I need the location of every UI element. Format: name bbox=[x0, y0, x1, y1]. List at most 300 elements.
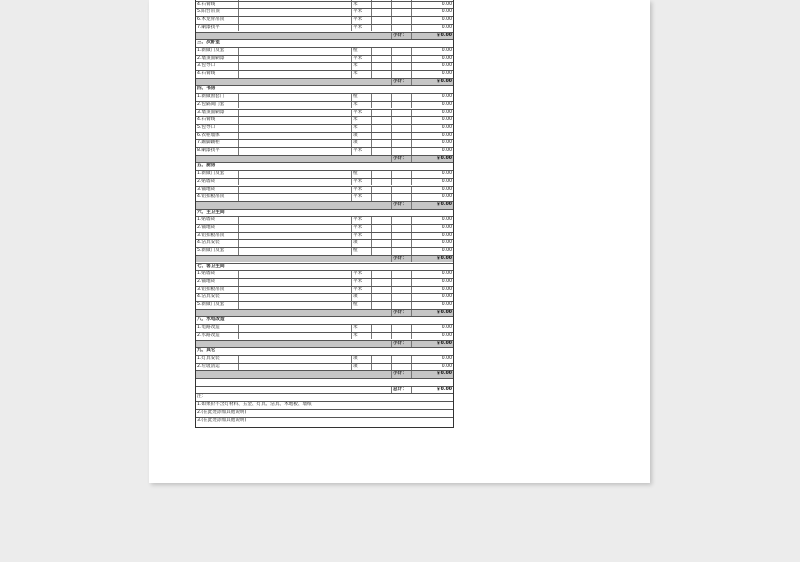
item-unit: 平米 bbox=[351, 9, 371, 16]
table-row bbox=[196, 239, 453, 247]
item-spec bbox=[238, 302, 351, 309]
blank-row bbox=[196, 378, 453, 386]
item-name: 3.包导口 bbox=[197, 63, 216, 69]
subtotal-row bbox=[196, 255, 453, 263]
subtotal-amount-value: ￥0.00 bbox=[436, 155, 452, 161]
item-spec bbox=[238, 71, 351, 78]
item-spec bbox=[238, 248, 351, 255]
item-spec bbox=[238, 364, 351, 371]
subtotal-amount bbox=[411, 371, 453, 378]
total-amount bbox=[411, 387, 453, 394]
item-amount bbox=[411, 171, 453, 178]
item-quantity bbox=[371, 48, 391, 55]
item-amount-value: 0.00 bbox=[441, 271, 452, 277]
item-price bbox=[391, 48, 411, 55]
table-row bbox=[196, 101, 453, 109]
item-price bbox=[391, 187, 411, 194]
section-title-row bbox=[196, 162, 453, 170]
item-price bbox=[391, 17, 411, 24]
table-row bbox=[196, 224, 453, 232]
note-row bbox=[196, 401, 453, 409]
item-name: 8.刷漆找平 bbox=[197, 148, 220, 153]
item-spec bbox=[238, 117, 351, 124]
item-quantity bbox=[371, 94, 391, 101]
item-amount-value: 0.00 bbox=[441, 325, 452, 331]
item-name: 1.新做窗套门 bbox=[197, 94, 225, 100]
item-quantity bbox=[371, 148, 391, 155]
subtotal-amount-value: ￥0.00 bbox=[436, 340, 452, 346]
table-row bbox=[196, 324, 453, 332]
item-unit: 米 bbox=[351, 102, 371, 109]
item-name: 2.铺地砖 bbox=[197, 225, 216, 230]
table-row bbox=[196, 132, 453, 140]
subtotal-amount bbox=[411, 341, 453, 348]
item-quantity bbox=[371, 125, 391, 132]
item-quantity bbox=[371, 140, 391, 147]
item-price bbox=[391, 294, 411, 301]
total-label: 总计： bbox=[391, 387, 411, 394]
item-unit: 平米 bbox=[351, 217, 371, 224]
notes-title-row bbox=[196, 393, 453, 401]
item-price bbox=[391, 171, 411, 178]
item-amount-value: 0.00 bbox=[441, 194, 452, 200]
item-unit: 米 bbox=[351, 333, 371, 340]
item-price bbox=[391, 94, 411, 101]
item-amount-value: 0.00 bbox=[441, 71, 452, 76]
item-quantity bbox=[371, 2, 391, 9]
item-quantity bbox=[371, 117, 391, 124]
item-unit: 项 bbox=[351, 240, 371, 247]
table-row bbox=[196, 286, 453, 294]
item-spec bbox=[238, 333, 351, 340]
subtotal-label: 小计： bbox=[391, 341, 411, 348]
item-unit: 平米 bbox=[351, 56, 371, 63]
item-name: 4.铝扣板吊顶 bbox=[197, 194, 225, 200]
item-quantity bbox=[371, 271, 391, 278]
item-amount bbox=[411, 56, 453, 63]
item-amount bbox=[411, 233, 453, 240]
item-spec bbox=[238, 179, 351, 186]
table-row bbox=[196, 270, 453, 278]
item-name: 6.木龙骨吊顶 bbox=[197, 17, 225, 23]
item-amount-value: 0.00 bbox=[441, 24, 452, 30]
section-title: 三、次卧室 bbox=[197, 40, 220, 46]
table-row bbox=[196, 147, 453, 155]
subtotal-amount bbox=[411, 156, 453, 163]
item-price bbox=[391, 148, 411, 155]
item-quantity bbox=[371, 302, 391, 309]
subtotal-row bbox=[196, 309, 453, 317]
item-price bbox=[391, 194, 411, 201]
item-quantity bbox=[371, 294, 391, 301]
item-spec bbox=[238, 2, 351, 9]
item-unit: 米 bbox=[351, 325, 371, 332]
item-amount-value: 0.00 bbox=[441, 186, 452, 192]
item-spec bbox=[238, 171, 351, 178]
item-name: 1.电路改造 bbox=[197, 325, 220, 331]
item-name: 4.洁具安装 bbox=[197, 240, 220, 246]
item-unit: 樘 bbox=[351, 48, 371, 55]
item-amount bbox=[411, 71, 453, 78]
item-amount-value: 0.00 bbox=[441, 17, 452, 23]
item-quantity bbox=[371, 356, 391, 363]
item-quantity bbox=[371, 233, 391, 240]
item-spec bbox=[238, 110, 351, 117]
item-price bbox=[391, 133, 411, 140]
item-spec bbox=[238, 63, 351, 70]
section-title-row bbox=[196, 263, 453, 271]
item-amount-value: 0.00 bbox=[441, 232, 452, 238]
item-unit: 米 bbox=[351, 117, 371, 124]
note-text: 2.(在此处添加其他说明) bbox=[197, 409, 247, 415]
item-name: 1.贴墙砖 bbox=[197, 271, 216, 277]
item-price bbox=[391, 140, 411, 147]
item-quantity bbox=[371, 187, 391, 194]
item-spec bbox=[238, 294, 351, 301]
item-price bbox=[391, 63, 411, 70]
note-row bbox=[196, 409, 453, 417]
item-amount-value: 0.00 bbox=[441, 9, 452, 15]
item-quantity bbox=[371, 110, 391, 117]
item-amount bbox=[411, 271, 453, 278]
item-unit: 平米 bbox=[351, 110, 371, 117]
note-text: 3.(在此处添加其他说明) bbox=[197, 417, 247, 423]
item-name: 3.铝扣板吊顶 bbox=[197, 286, 225, 292]
item-unit: 项 bbox=[351, 133, 371, 140]
item-amount-value: 0.00 bbox=[441, 355, 452, 361]
item-quantity bbox=[371, 71, 391, 78]
item-amount bbox=[411, 194, 453, 201]
item-quantity bbox=[371, 171, 391, 178]
item-quantity bbox=[371, 9, 391, 16]
item-quantity bbox=[371, 333, 391, 340]
item-unit: 平米 bbox=[351, 187, 371, 194]
item-unit: 平米 bbox=[351, 233, 371, 240]
subtotal-row bbox=[196, 340, 453, 348]
subtotal-amount-value: ￥0.00 bbox=[436, 371, 452, 377]
item-price bbox=[391, 356, 411, 363]
item-name: 5.包导口 bbox=[197, 124, 216, 130]
item-name: 7.踢脚踢柜 bbox=[197, 140, 220, 146]
note-row bbox=[196, 417, 453, 425]
subtotal-label: 小计： bbox=[391, 156, 411, 163]
item-unit: 平米 bbox=[351, 194, 371, 201]
item-name: 6.衣柜墙体 bbox=[197, 132, 220, 138]
item-name: 1.贴墙砖 bbox=[197, 217, 216, 223]
item-amount-value: 0.00 bbox=[441, 294, 452, 300]
note-text: 1.如果价不含灯材料、五金、灯具、洁具、木地板、墙纸 bbox=[197, 402, 312, 408]
item-amount bbox=[411, 248, 453, 255]
table-row bbox=[196, 178, 453, 186]
item-amount-value: 0.00 bbox=[441, 278, 452, 284]
item-amount-value: 0.00 bbox=[441, 63, 452, 69]
item-amount bbox=[411, 302, 453, 309]
item-amount bbox=[411, 94, 453, 101]
item-amount-value: 0.00 bbox=[441, 109, 452, 115]
table-row bbox=[196, 124, 453, 132]
item-amount-value: 0.00 bbox=[441, 94, 452, 100]
item-unit: 平米 bbox=[351, 25, 371, 32]
subtotal-amount bbox=[411, 310, 453, 317]
table-row bbox=[196, 62, 453, 70]
table-row bbox=[196, 278, 453, 286]
item-amount-value: 0.00 bbox=[441, 248, 452, 254]
item-amount-value: 0.00 bbox=[441, 55, 452, 61]
subtotal-amount-value: ￥0.00 bbox=[436, 78, 452, 84]
subtotal-row bbox=[196, 78, 453, 86]
item-price bbox=[391, 117, 411, 124]
item-amount bbox=[411, 333, 453, 340]
table-row bbox=[196, 16, 453, 24]
item-quantity bbox=[371, 325, 391, 332]
table-row bbox=[196, 186, 453, 194]
item-amount-value: 0.00 bbox=[441, 240, 452, 246]
item-name: 2.贴墙砖 bbox=[197, 178, 216, 184]
item-amount bbox=[411, 364, 453, 371]
item-quantity bbox=[371, 240, 391, 247]
section-title: 五、厨房 bbox=[197, 163, 216, 169]
subtotal-row bbox=[196, 370, 453, 378]
item-quantity bbox=[371, 248, 391, 255]
item-price bbox=[391, 225, 411, 232]
item-spec bbox=[238, 233, 351, 240]
item-amount bbox=[411, 2, 453, 9]
total-amount-value: ￥0.00 bbox=[436, 386, 452, 392]
item-spec bbox=[238, 9, 351, 16]
item-unit: 樘 bbox=[351, 248, 371, 255]
item-unit: 项 bbox=[351, 140, 371, 147]
item-unit: 平米 bbox=[351, 271, 371, 278]
item-name: 1.灯具安装 bbox=[197, 355, 220, 361]
item-price bbox=[391, 102, 411, 109]
table-row bbox=[196, 216, 453, 224]
item-amount-value: 0.00 bbox=[441, 140, 452, 146]
table-row bbox=[196, 170, 453, 178]
item-name: 3.铝扣板吊顶 bbox=[197, 232, 225, 238]
table-row bbox=[196, 116, 453, 124]
table-row bbox=[196, 293, 453, 301]
item-amount bbox=[411, 48, 453, 55]
subtotal-amount-value: ￥0.00 bbox=[436, 309, 452, 315]
item-quantity bbox=[371, 364, 391, 371]
item-name: 4.石膏线 bbox=[197, 117, 216, 123]
table-row bbox=[196, 232, 453, 240]
item-unit: 樘 bbox=[351, 302, 371, 309]
item-name: 2.包隔间门套 bbox=[197, 101, 225, 107]
item-name: 4.洁具安装 bbox=[197, 294, 220, 300]
item-quantity bbox=[371, 63, 391, 70]
item-amount-value: 0.00 bbox=[441, 117, 452, 123]
item-price bbox=[391, 217, 411, 224]
table-row bbox=[196, 1, 453, 9]
item-spec bbox=[238, 94, 351, 101]
item-spec bbox=[238, 217, 351, 224]
item-amount-value: 0.00 bbox=[441, 363, 452, 369]
item-unit: 项 bbox=[351, 294, 371, 301]
item-quantity bbox=[371, 279, 391, 286]
item-unit: 米 bbox=[351, 125, 371, 132]
item-price bbox=[391, 179, 411, 186]
section-title-row bbox=[196, 85, 453, 93]
table-row bbox=[196, 363, 453, 371]
item-unit: 平米 bbox=[351, 225, 371, 232]
item-unit: 米 bbox=[351, 63, 371, 70]
item-amount-value: 0.00 bbox=[441, 132, 452, 138]
item-amount bbox=[411, 117, 453, 124]
table-row bbox=[196, 8, 453, 16]
item-quantity bbox=[371, 217, 391, 224]
item-quantity bbox=[371, 25, 391, 32]
table-row bbox=[196, 93, 453, 101]
total-row bbox=[196, 386, 453, 394]
item-amount bbox=[411, 9, 453, 16]
table-row bbox=[196, 193, 453, 201]
item-amount bbox=[411, 287, 453, 294]
subtotal-row bbox=[196, 32, 453, 40]
item-price bbox=[391, 56, 411, 63]
item-price bbox=[391, 364, 411, 371]
table-row bbox=[196, 247, 453, 255]
subtotal-label: 小计： bbox=[391, 371, 411, 378]
item-amount-value: 0.00 bbox=[441, 101, 452, 107]
item-name: 1.新做门及套 bbox=[197, 47, 225, 53]
item-quantity bbox=[371, 17, 391, 24]
item-amount-value: 0.00 bbox=[441, 171, 452, 177]
item-unit: 平米 bbox=[351, 148, 371, 155]
item-name: 5.阳台吊顶 bbox=[197, 9, 220, 15]
section-title: 七、客卫生间 bbox=[197, 263, 225, 269]
item-spec bbox=[238, 279, 351, 286]
section-title-row bbox=[196, 39, 453, 47]
item-price bbox=[391, 240, 411, 247]
item-spec bbox=[238, 356, 351, 363]
item-price bbox=[391, 325, 411, 332]
item-amount bbox=[411, 25, 453, 32]
item-spec bbox=[238, 271, 351, 278]
item-amount-value: 0.00 bbox=[441, 178, 452, 184]
item-amount bbox=[411, 279, 453, 286]
item-spec bbox=[238, 25, 351, 32]
item-price bbox=[391, 302, 411, 309]
notes-title: 注： bbox=[197, 394, 207, 400]
item-name: 3.墙顶面刷漆 bbox=[197, 109, 225, 115]
item-name: 5.新做门及套 bbox=[197, 248, 225, 254]
subtotal-label: 小计： bbox=[391, 33, 411, 40]
item-price bbox=[391, 110, 411, 117]
item-spec bbox=[238, 194, 351, 201]
item-quantity bbox=[371, 225, 391, 232]
subtotal-label: 小计： bbox=[391, 310, 411, 317]
item-amount bbox=[411, 63, 453, 70]
item-amount bbox=[411, 179, 453, 186]
section-title: 六、主卫生间 bbox=[197, 209, 225, 215]
table-row bbox=[196, 55, 453, 63]
subtotal-row bbox=[196, 155, 453, 163]
subtotal-amount-value: ￥0.00 bbox=[436, 201, 452, 207]
subtotal-amount-value: ￥0.00 bbox=[436, 32, 452, 38]
item-quantity bbox=[371, 133, 391, 140]
item-spec bbox=[238, 225, 351, 232]
item-amount-value: 0.00 bbox=[441, 47, 452, 53]
item-amount bbox=[411, 217, 453, 224]
section-title-row bbox=[196, 316, 453, 324]
item-price bbox=[391, 9, 411, 16]
item-amount bbox=[411, 102, 453, 109]
item-amount-value: 0.00 bbox=[441, 286, 452, 292]
item-amount-value: 0.00 bbox=[441, 302, 452, 307]
item-amount-value: 0.00 bbox=[441, 124, 452, 130]
item-amount bbox=[411, 140, 453, 147]
item-amount bbox=[411, 240, 453, 247]
subtotal-label: 小计： bbox=[391, 79, 411, 86]
table-row bbox=[196, 109, 453, 117]
subtotal-amount bbox=[411, 79, 453, 86]
item-spec bbox=[238, 56, 351, 63]
item-name: 2.垃圾清运 bbox=[197, 363, 220, 369]
item-amount bbox=[411, 148, 453, 155]
item-price bbox=[391, 2, 411, 9]
item-amount bbox=[411, 17, 453, 24]
table-row bbox=[196, 47, 453, 55]
item-amount-value: 0.00 bbox=[441, 1, 452, 7]
item-name: 2.铺地砖 bbox=[197, 278, 216, 284]
table-row bbox=[196, 70, 453, 78]
item-price bbox=[391, 71, 411, 78]
subtotal-label: 小计： bbox=[391, 256, 411, 263]
section-title: 八、水电改造 bbox=[197, 317, 225, 323]
item-name: 4.石膏线 bbox=[197, 1, 216, 7]
item-spec bbox=[238, 148, 351, 155]
item-amount-value: 0.00 bbox=[441, 332, 452, 338]
item-spec bbox=[238, 140, 351, 147]
item-amount-value: 0.00 bbox=[441, 225, 452, 230]
item-amount-value: 0.00 bbox=[441, 217, 452, 223]
item-name: 7.刷漆找平 bbox=[197, 24, 220, 30]
item-name: 5.新做门及套 bbox=[197, 302, 225, 307]
subtotal-amount bbox=[411, 256, 453, 263]
table-row bbox=[196, 24, 453, 32]
item-quantity bbox=[371, 56, 391, 63]
item-amount bbox=[411, 325, 453, 332]
item-name: 2.水路改造 bbox=[197, 332, 220, 338]
item-spec bbox=[238, 240, 351, 247]
item-name: 4.石膏线 bbox=[197, 71, 216, 76]
item-price bbox=[391, 271, 411, 278]
item-spec bbox=[238, 187, 351, 194]
section-title: 四、书房 bbox=[197, 86, 216, 92]
item-quantity bbox=[371, 102, 391, 109]
quotation-table bbox=[195, 0, 454, 428]
item-unit: 平米 bbox=[351, 279, 371, 286]
table-row bbox=[196, 355, 453, 363]
item-amount bbox=[411, 187, 453, 194]
item-unit: 米 bbox=[351, 2, 371, 9]
item-name: 1.新做门及套 bbox=[197, 171, 225, 177]
item-unit: 项 bbox=[351, 364, 371, 371]
item-price bbox=[391, 25, 411, 32]
table-row bbox=[196, 332, 453, 340]
table-row bbox=[196, 301, 453, 309]
item-spec bbox=[238, 325, 351, 332]
item-spec bbox=[238, 125, 351, 132]
item-amount-value: 0.00 bbox=[441, 148, 452, 153]
item-price bbox=[391, 233, 411, 240]
item-spec bbox=[238, 17, 351, 24]
item-unit: 平米 bbox=[351, 179, 371, 186]
item-quantity bbox=[371, 194, 391, 201]
item-price bbox=[391, 248, 411, 255]
item-amount bbox=[411, 133, 453, 140]
